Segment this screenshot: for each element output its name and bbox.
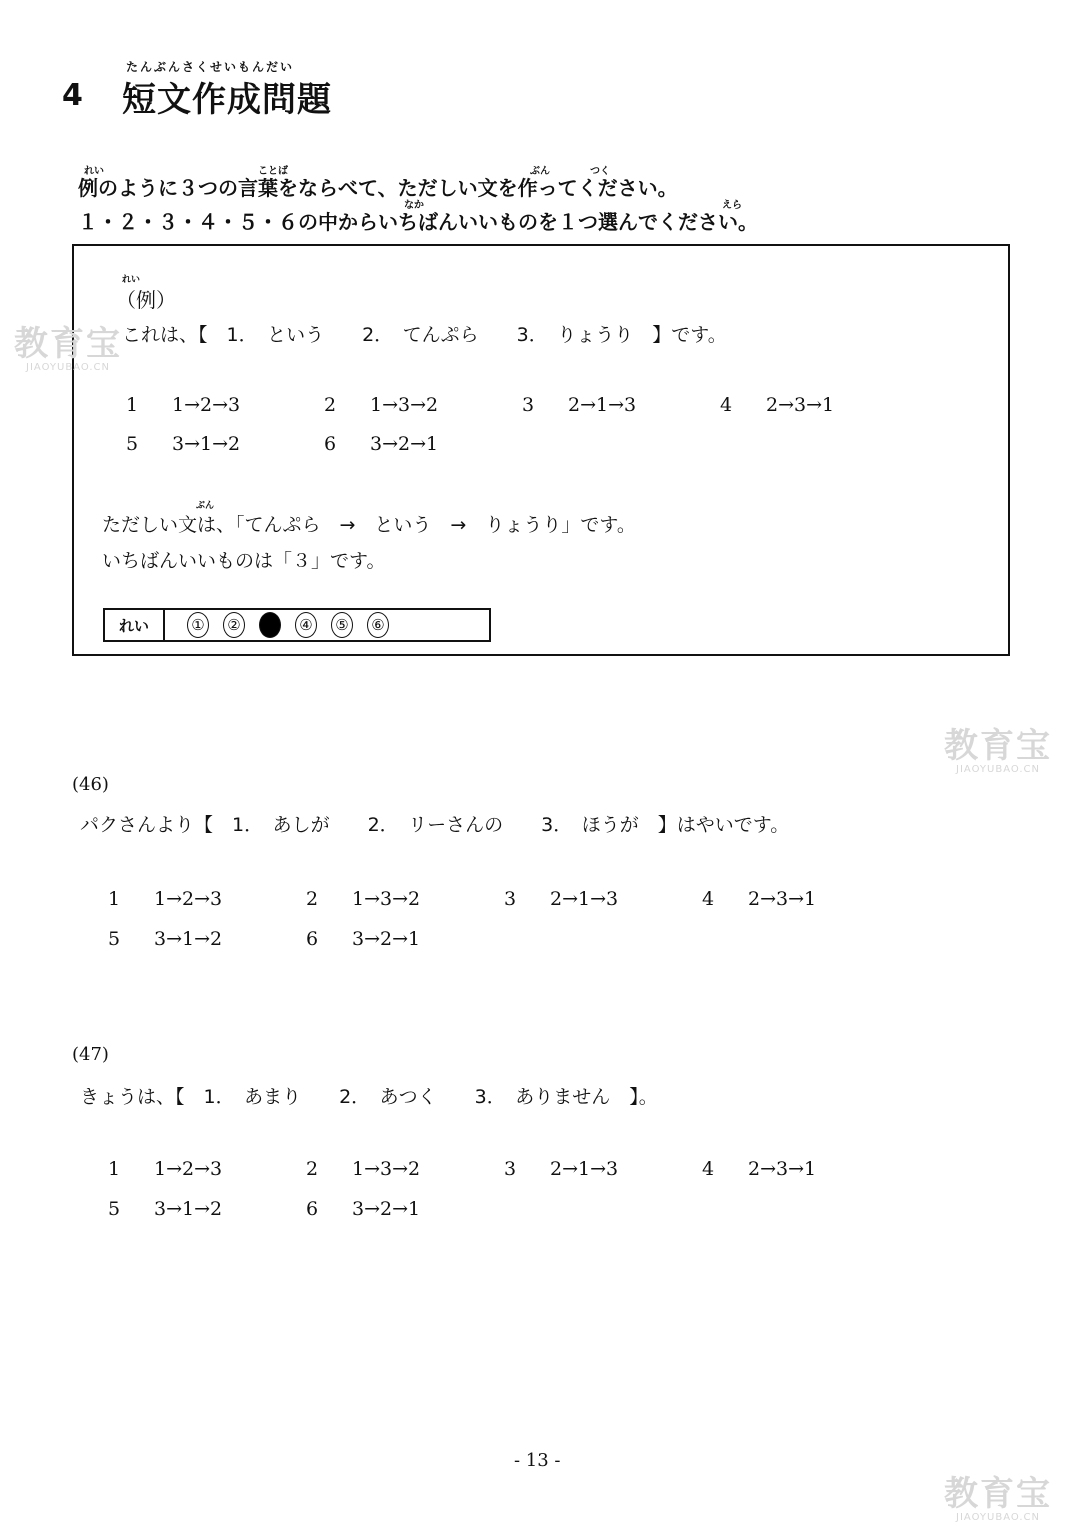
example-options-row-2 (126, 433, 522, 455)
watermark-url: JIAOYUBAO.CN (956, 764, 1040, 775)
option-sequence: 3→2→1 (352, 928, 421, 950)
option-index: 3 (504, 1158, 517, 1180)
watermark-url: JIAOYUBAO.CN (956, 1512, 1040, 1523)
option-index: 3 (522, 394, 535, 416)
answer-sheet-row (103, 608, 491, 642)
example-label-ruby: れい (122, 275, 141, 285)
question-46-number: (46) (72, 774, 109, 795)
watermark-text: 教育宝 (14, 324, 122, 364)
option-sequence: 1→3→2 (352, 1158, 421, 1180)
option-sequence: 2→1→3 (550, 888, 619, 910)
option-sequence: 1→3→2 (352, 888, 421, 910)
answer-bubble-2[interactable]: ② (223, 612, 245, 638)
page-number: - 13 - (514, 1450, 561, 1471)
option-sequence: 1→2→3 (172, 394, 241, 416)
ruby-rei: れい (84, 166, 104, 177)
option-index: 6 (306, 928, 319, 950)
answer-bubble-3[interactable]: ③ (259, 612, 281, 638)
option-sequence: 1→2→3 (154, 1158, 223, 1180)
example-answer-ruby: ぶん (196, 501, 215, 511)
answer-bubble-4[interactable]: ④ (295, 612, 317, 638)
option-sequence: 3→2→1 (370, 433, 439, 455)
ruby-era: えら (722, 200, 742, 211)
option-sequence: 2→3→1 (748, 888, 817, 910)
ruby-naka: なか (404, 200, 424, 211)
option-sequence: 2→1→3 (550, 1158, 619, 1180)
question-47-options-row-1 (108, 1158, 900, 1180)
example-sentence: これは、【 1． という 2． てんぷら 3． りょうり 】です。 (122, 324, 727, 346)
option-sequence: 1→2→3 (154, 888, 223, 910)
example-best-answer: いちばんいいものは「３」です。 (102, 550, 386, 572)
answer-bubble-1[interactable]: ① (187, 612, 209, 638)
option-sequence: 2→3→1 (748, 1158, 817, 1180)
question-46-options-row-1 (108, 888, 900, 910)
option-index: 1 (126, 394, 139, 416)
option-index: 4 (702, 1158, 715, 1180)
section-title: 短文作成問題 (122, 80, 332, 120)
instruction-line-2: １・２・３・４・５・６の中からいちばんいいものを１つ選んでください。 (78, 210, 758, 234)
option-sequence: 2→1→3 (568, 394, 637, 416)
option-sequence: 3→1→2 (154, 928, 223, 950)
option-index: 5 (108, 928, 121, 950)
answer-sheet-label: れい (105, 610, 165, 640)
answer-bubble-6[interactable]: ⑥ (367, 612, 389, 638)
section-title-ruby: たんぶんさくせいもんだい (126, 60, 295, 74)
option-sequence: 3→1→2 (154, 1198, 223, 1220)
question-46-sentence: パクさんより【 1． あしが 2． リーさんの 3． ほうが 】はやいです。 (80, 814, 790, 836)
example-label: （例） (116, 288, 176, 312)
option-index: 3 (504, 888, 517, 910)
option-index: 1 (108, 888, 121, 910)
watermark-text: 教育宝 (944, 1474, 1052, 1514)
question-47-sentence: きょうは、【 1． あまり 2． あつく 3． ありません 】。 (80, 1086, 658, 1108)
option-index: 2 (306, 1158, 319, 1180)
instruction-line-1: 例のように３つの言葉をならべて、ただしい文を作ってください。 (78, 176, 678, 200)
option-index: 5 (126, 433, 139, 455)
option-index: 5 (108, 1198, 121, 1220)
answer-bubbles (165, 610, 489, 640)
watermark-url: JIAOYUBAO.CN (26, 362, 110, 373)
section-number: 4 (62, 78, 83, 113)
option-index: 2 (324, 394, 337, 416)
watermark-logo (944, 728, 1052, 775)
ruby-kotoba: ことば (258, 166, 288, 177)
option-index: 6 (306, 1198, 319, 1220)
option-sequence: 1→3→2 (370, 394, 439, 416)
ruby-bun: ぶん (530, 166, 550, 177)
option-sequence: 2→3→1 (766, 394, 835, 416)
answer-bubble-5[interactable]: ⑤ (331, 612, 353, 638)
ruby-tsuku: つく (590, 166, 610, 177)
option-sequence: 3→2→1 (352, 1198, 421, 1220)
question-47-number: (47) (72, 1044, 109, 1065)
option-index: 4 (720, 394, 733, 416)
example-answer: ただしい文は、「てんぷら → という → りょうり」です。 (102, 514, 636, 536)
question-46-options-row-2 (108, 928, 504, 950)
option-index: 2 (306, 888, 319, 910)
option-sequence: 3→1→2 (172, 433, 241, 455)
option-index: 4 (702, 888, 715, 910)
example-options-row-1 (126, 394, 918, 416)
question-47-options-row-2 (108, 1198, 504, 1220)
option-index: 6 (324, 433, 337, 455)
watermark-logo (944, 1476, 1052, 1523)
option-index: 1 (108, 1158, 121, 1180)
watermark-text: 教育宝 (944, 726, 1052, 766)
watermark-logo (14, 326, 122, 373)
